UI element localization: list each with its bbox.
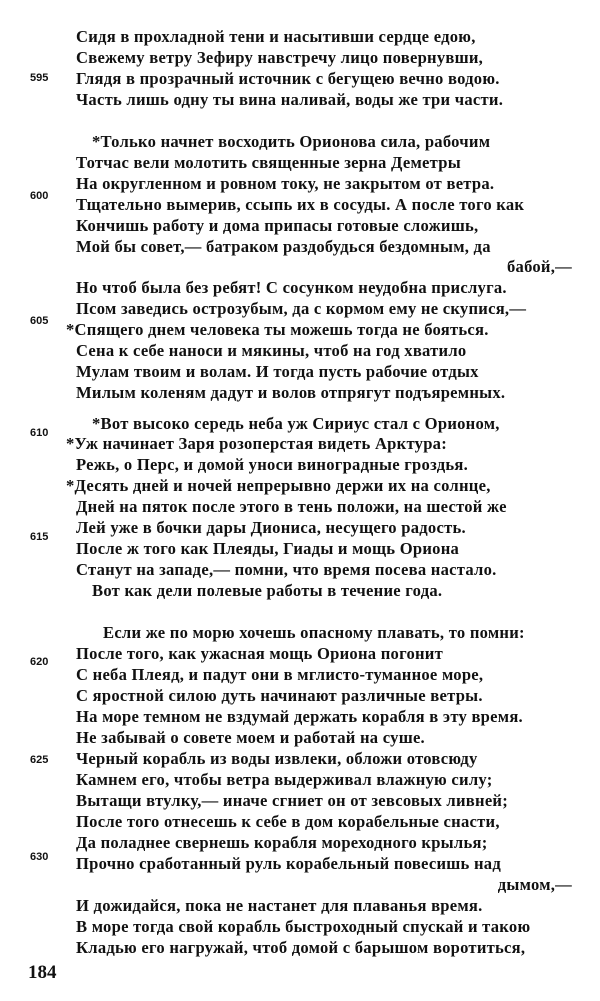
verse-line: Милым коленям дадут и волов отпрягут подъяремных. <box>76 383 506 402</box>
verse-line: *Десять дней и ночей непрерывно держи их на солнце, <box>66 476 491 495</box>
verse-line: Кончишь работу и дома припасы готовые сложишь, <box>76 216 479 235</box>
verse-line: Вот как дели полевые работы в течение года. <box>92 581 443 600</box>
page-number: 184 <box>28 962 57 983</box>
verse-line: Камнем его, чтобы ветра выдерживал влажную силу; <box>76 770 493 789</box>
verse-line: И дожидайся, пока не настанет для плаванья время. <box>76 896 483 915</box>
verse-line: С яростной силою дуть начинают различные ветры. <box>76 686 483 705</box>
verse-line: Часть лишь одну ты вина наливай, воды же три части. <box>76 90 504 109</box>
verse-line: Не забывай о совете моем и работай на суше. <box>76 728 425 747</box>
verse-line-continuation: бабой,— <box>506 257 572 276</box>
verse-line: После того отнесешь к себе в дом корабельные снасти, <box>76 812 500 831</box>
verse-line: Сидя в прохладной тени и насытивши сердце едою, <box>76 27 476 46</box>
verse-line: В море тогда свой корабль быстроходный спускай и такою <box>76 917 531 936</box>
verse-line: *Спящего днем человека ты можешь тогда не бояться. <box>66 320 489 339</box>
verse-line: Псом заведись острозубым, да с кормом ему не скупися,— <box>76 299 527 318</box>
verse-line: На море темном не вздумай держать корабля в эту время. <box>76 707 523 726</box>
line-number-620: 620 <box>30 656 49 668</box>
line-number-600: 600 <box>30 190 49 202</box>
verse-line: После того, как ужасная мощь Ориона погонит <box>76 644 444 663</box>
verse-line: *Вот высоко середь неба уж Сириус стал с Орионом, <box>92 414 500 433</box>
verse-line: Но чтоб была без ребят! С сосунком неудобна прислуга. <box>76 278 507 297</box>
verse-line: Свежему ветру Зефиру навстречу лицо повернувши, <box>76 48 484 67</box>
verse-line-continuation: дымом,— <box>497 875 572 894</box>
line-number-625: 625 <box>30 754 49 766</box>
verse-line: Черный корабль из воды извлеки, обложи отовсюду <box>76 749 478 768</box>
line-number-610: 610 <box>30 427 49 439</box>
verse-line: *Уж начинает Заря розоперстая видеть Арктура: <box>66 434 448 453</box>
line-number-595: 595 <box>30 72 49 84</box>
verse-line: Прочно сработанный руль корабельный повесишь над <box>76 854 501 873</box>
verse-line: Режь, о Перс, и домой уноси виноградные гроздья. <box>76 455 468 474</box>
verse-line: Да поладнее свернешь корабля мореходного крылья; <box>76 833 488 852</box>
verse-line: Станут на западе,— помни, что время посева настало. <box>76 560 497 579</box>
line-number-615: 615 <box>30 531 49 543</box>
verse-line: Тщательно вымерив, ссыпь их в сосуды. А после того как <box>76 195 525 214</box>
verse-line: Глядя в прозрачный источник с бегущею вечно водою. <box>76 69 500 88</box>
verse-line: На округленном и ровном току, не закрытом от ветра. <box>76 174 495 193</box>
verse-line: Сена к себе наноси и мякины, чтоб на год хватило <box>76 341 467 360</box>
verse-line: После ж того как Плеяды, Гиады и мощь Ориона <box>76 539 460 558</box>
verse-line: С неба Плеяд, и падут они в мглисто-туманное море, <box>76 665 484 684</box>
verse-line: Если же по морю хочешь опасному плавать, то помни: <box>103 623 525 642</box>
line-number-630: 630 <box>30 851 49 863</box>
verse-line: Кладью его нагружай, чтоб домой с барышом воротиться, <box>76 938 526 957</box>
verse-line: *Только начнет восходить Орионова сила, рабочим <box>92 132 491 151</box>
verse-line: Мулам твоим и волам. И тогда пусть рабочие отдых <box>76 362 479 381</box>
verse-line: Вытащи втулку,— иначе сгниет он от зевсовых ливней; <box>76 791 509 810</box>
verse-line: Дней на пяток после этого в тень положи, на шестой же <box>76 497 507 516</box>
line-number-605: 605 <box>30 315 49 327</box>
verse-line: Тотчас вели молотить священные зерна Деметры <box>76 153 461 172</box>
verse-line: Лей уже в бочки дары Диониса, несущего радость. <box>76 518 466 537</box>
verse-line: Мой бы совет,— батраком раздобудься бездомным, да <box>76 237 491 256</box>
